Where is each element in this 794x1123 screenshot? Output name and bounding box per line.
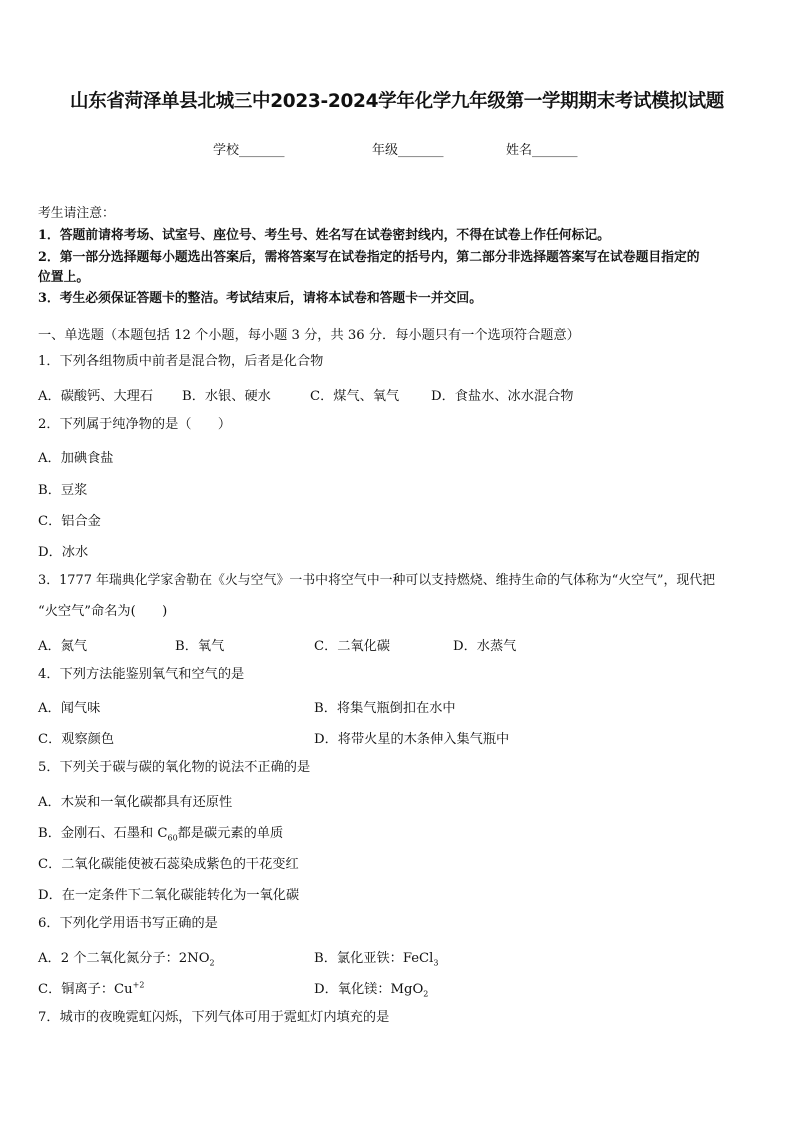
name-label: 姓名	[506, 143, 533, 158]
q6-option-d-text: D．氧化镁：MgO	[314, 982, 424, 997]
q5-option-b-subscript: 60	[167, 833, 178, 843]
q4-option-a: A．闻气味	[38, 701, 101, 716]
section-heading: 一、单选题（本题包括 12 个小题，每小题 3 分，共 36 分．每小题只有一个选项符合题意）	[38, 328, 580, 343]
q1-option-b: B．水银、硬水	[182, 389, 271, 404]
notice-item-1	[38, 224, 610, 243]
q5-option-a: A．木炭和一氧化碳都具有还原性	[38, 795, 233, 810]
page-title: 山东省菏泽单县北城三中2023-2024学年化学九年级第一学期期末考试模拟试题	[70, 91, 724, 112]
q1-option-a: A．碳酸钙、大理石	[38, 389, 154, 404]
q6-option-a-subscript: 2	[209, 958, 215, 968]
grade-field	[372, 139, 444, 158]
q4-option-c: C．观察颜色	[38, 732, 115, 747]
q6-option-d	[314, 978, 428, 999]
q6-option-a	[38, 947, 215, 968]
q6-option-b-text: B．氯化亚铁：FeCl	[314, 951, 434, 966]
name-blank: _______	[532, 143, 578, 158]
q3-option-b: B．氧气	[175, 639, 225, 654]
q5-option-b	[38, 822, 283, 843]
q5-option-b-text-end: 都是碳元素的单质	[177, 826, 284, 841]
q5-option-b-text: B．金刚石、石墨和 C	[38, 826, 168, 841]
notice-num: 2．	[38, 250, 60, 265]
grade-blank: _______	[398, 143, 444, 158]
notice-text: 第一部分选择题每小题选出答案后，需将答案写在试卷指定的括号内，第二部分非选择题答案写在试卷题目指定的	[59, 250, 700, 265]
q2-option-c: C．铝合金	[38, 514, 101, 529]
question-2-stem: 2．下列属于纯净物的是（ ）	[38, 417, 232, 432]
question-7-stem: 7．城市的夜晚霓虹闪烁，下列气体可用于霓虹灯内填充的是	[38, 1010, 390, 1025]
q2-option-b: B．豆浆	[38, 483, 88, 498]
notice-text: 考生必须保证答题卡的整洁。考试结束后，请将本试卷和答题卡一并交回。	[59, 291, 482, 306]
q3-option-d: D．水蒸气	[453, 639, 517, 654]
q5-option-c: C．二氧化碳能使被石蕊染成紫色的干花变红	[38, 857, 299, 872]
school-blank: _______	[239, 143, 285, 158]
q6-option-c	[38, 978, 144, 997]
q6-option-b-subscript: 3	[433, 958, 439, 968]
notice-item-2-cont	[38, 266, 89, 285]
grade-label: 年级	[372, 143, 399, 158]
question-6-stem: 6．下列化学用语书写正确的是	[38, 916, 218, 931]
question-3-stem-cont: “火空气”命名为( )	[38, 604, 168, 619]
notice-num: 1．	[38, 228, 60, 243]
q2-option-a: A．加碘食盐	[38, 451, 114, 466]
q3-option-a: A．氮气	[38, 639, 88, 654]
notice-num: 3．	[38, 291, 60, 306]
q4-option-b: B．将集气瓶倒扣在水中	[314, 701, 456, 716]
q2-option-d: D．冰水	[38, 545, 89, 560]
q6-option-c-superscript: +2	[132, 980, 145, 990]
q1-option-c: C．煤气、氧气	[310, 389, 400, 404]
q5-option-d: D．在一定条件下二氧化碳能转化为一氧化碳	[38, 888, 300, 903]
notice-heading: 考生请注意：	[38, 206, 115, 221]
q6-option-d-subscript: 2	[423, 989, 429, 999]
school-field	[213, 139, 285, 158]
question-4-stem: 4．下列方法能鉴别氧气和空气的是	[38, 667, 245, 682]
q4-option-d: D．将带火星的木条伸入集气瓶中	[314, 732, 510, 747]
question-1-stem: 1．下列各组物质中前者是混合物，后者是化合物	[38, 354, 324, 369]
school-label: 学校	[213, 143, 240, 158]
question-5-stem: 5．下列关于碳与碳的氧化物的说法不正确的是	[38, 760, 311, 775]
question-3-stem: 3．1777 年瑞典化学家舍勒在《火与空气》一书中将空气中一种可以支持燃烧、维持生命的气体称为“火空气”，现代把	[38, 573, 716, 588]
notice-text: 位置上。	[38, 270, 90, 285]
notice-item-3	[38, 287, 482, 306]
q1-option-d: D．食盐水、冰水混合物	[431, 389, 574, 404]
notice-text: 答题前请将考场、试室号、座位号、考生号、姓名写在试卷密封线内，不得在试卷上作任何标记。	[59, 228, 610, 243]
q6-option-b	[314, 947, 438, 968]
q3-option-c: C．二氧化碳	[314, 639, 391, 654]
q6-option-c-text: C．铜离子：Cu	[38, 982, 133, 997]
notice-item-2	[38, 246, 700, 265]
q6-option-a-text: A．2 个二氧化氮分子：2NO	[38, 951, 210, 966]
name-field	[506, 139, 578, 158]
